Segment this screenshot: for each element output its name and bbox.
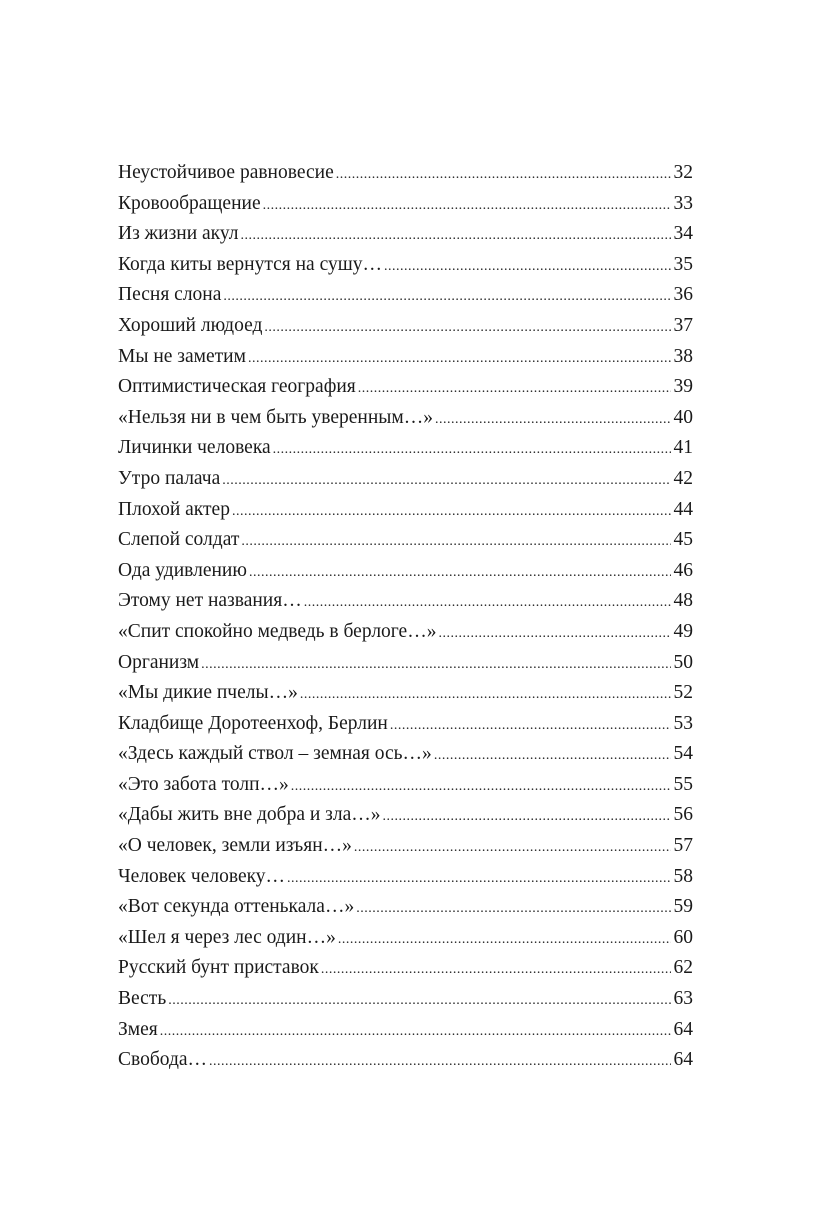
toc-entry-title: Оптимистическая география [118,376,356,398]
dot-leader [241,527,670,558]
dot-leader [287,864,670,895]
toc-entry-title: Ода удивлению [118,559,247,581]
toc-entry [118,280,693,311]
toc-entry-title: «Дабы жить вне добра и зла…» [118,804,381,826]
toc-entry-page-number: 42 [673,467,693,489]
toc-entry [118,984,693,1015]
toc-entry-title: Весть [118,988,167,1010]
toc-entry-title: «Спит спокойно медведь в берлоге…» [118,620,437,642]
toc-entry [118,464,693,495]
toc-entry-title: Человек человеку… [118,865,286,887]
dot-leader [291,772,671,803]
dot-leader [438,619,670,650]
dot-leader [222,466,670,497]
toc-entry [118,831,693,862]
table-of-contents [118,158,693,1076]
toc-entry-title: Кладбище Доротеенхоф, Берлин [118,712,388,734]
toc-entry [118,862,693,893]
toc-entry-page-number: 56 [673,804,693,826]
dot-leader [249,558,671,589]
toc-entry-page-number: 34 [673,223,693,245]
toc-entry [118,739,693,770]
dot-leader [321,955,671,986]
toc-entry [118,892,693,923]
toc-entry [118,495,693,526]
toc-entry-title: Плохой актер [118,498,230,520]
toc-entry-title: Из жизни акул [118,223,239,245]
toc-entry-title: «Шел я через лес один…» [118,926,336,948]
toc-entry-page-number: 35 [673,253,693,275]
toc-entry-title: Слепой солдат [118,529,240,551]
dot-leader [232,497,671,528]
toc-entry-title: «Вот секунда оттенькала…» [118,896,355,918]
toc-entry [118,372,693,403]
toc-entry-page-number: 44 [673,498,693,520]
toc-entry [118,953,693,984]
dot-leader [201,650,670,681]
toc-entry [118,800,693,831]
dot-leader [241,221,671,252]
toc-entry-title: Песня слона [118,284,222,306]
toc-entry-page-number: 32 [673,162,693,183]
toc-entry [118,648,693,679]
dot-leader [304,588,671,619]
toc-entry-page-number: 60 [673,926,693,948]
toc-entry-page-number: 40 [673,406,693,428]
dot-leader [168,986,670,1017]
toc-entry-page-number: 46 [673,559,693,581]
dot-leader [338,925,671,956]
toc-entry-page-number: 48 [673,590,693,612]
dot-leader [384,252,671,283]
toc-entry-page-number: 37 [673,314,693,336]
toc-entry-page-number: 55 [673,773,693,795]
toc-entry [118,617,693,648]
toc-entry-page-number: 41 [673,437,693,459]
toc-entry-title: Когда киты вернутся на сушу… [118,253,382,275]
toc-entry-page-number: 58 [673,865,693,887]
dot-leader [356,894,670,925]
toc-entry-page-number: 57 [673,835,693,857]
toc-entry [118,250,693,281]
toc-entry-page-number: 62 [673,957,693,979]
toc-entry-title: Этому нет названия… [118,590,302,612]
dot-leader [300,680,671,711]
toc-entry-page-number: 50 [673,651,693,673]
toc-entry-page-number: 64 [673,1049,693,1071]
toc-entry-title: Змея [118,1018,158,1040]
toc-entry-title: Личинки человека [118,437,271,459]
toc-entry-title: Мы не заметим [118,345,246,367]
toc-entry-page-number: 64 [673,1018,693,1040]
toc-entry-page-number: 36 [673,284,693,306]
toc-entry-title: «Это забота толп…» [118,773,289,795]
dot-leader [264,313,670,344]
toc-entry [118,342,693,373]
toc-entry-title: «Нельзя ни в чем быть уверенным…» [118,406,433,428]
toc-entry [118,158,693,189]
dot-leader [263,191,671,222]
toc-entry-page-number: 33 [673,192,693,214]
dot-leader [160,1017,671,1048]
dot-leader [248,344,671,375]
toc-entry [118,709,693,740]
dot-leader [354,833,671,864]
toc-entry [118,219,693,250]
toc-entry [118,1045,693,1076]
dot-leader [273,435,671,466]
dot-leader [336,160,671,191]
toc-entry-title: Организм [118,651,200,673]
dot-leader [435,405,671,436]
toc-entry [118,189,693,220]
toc-entry-title: «О человек, земли изъян…» [118,835,352,857]
toc-entry-title: «Здесь каждый ствол – земная ось…» [118,743,432,765]
dot-leader [209,1047,670,1078]
toc-entry-title: Хороший людоед [118,314,263,336]
toc-entry [118,403,693,434]
toc-entry-page-number: 59 [673,896,693,918]
toc-entry [118,678,693,709]
toc-entry [118,586,693,617]
toc-entry-title: Неустойчивое равновесие [118,162,334,183]
toc-entry-page-number: 53 [673,712,693,734]
toc-entry [118,556,693,587]
toc-entry [118,770,693,801]
toc-entry-page-number: 63 [673,988,693,1010]
toc-entry [118,1015,693,1046]
toc-entry [118,311,693,342]
toc-entry-title: Утро палача [118,467,221,489]
dot-leader [223,282,670,313]
dot-leader [358,374,671,405]
toc-entry [118,923,693,954]
toc-entry-page-number: 45 [673,529,693,551]
toc-entry-page-number: 54 [673,743,693,765]
toc-entry-page-number: 38 [673,345,693,367]
toc-entry-page-number: 52 [673,682,693,704]
toc-entry-page-number: 39 [673,376,693,398]
toc-entry-title: Кровообращение [118,192,261,214]
dot-leader [383,802,671,833]
toc-entry-title: Русский бунт приставок [118,957,319,979]
toc-entry-title: «Мы дикие пчелы…» [118,682,298,704]
toc-entry-title: Свобода… [118,1049,208,1071]
toc-entry-page-number: 49 [673,620,693,642]
dot-leader [390,711,671,742]
toc-entry [118,433,693,464]
toc-entry [118,525,693,556]
dot-leader [434,741,671,772]
